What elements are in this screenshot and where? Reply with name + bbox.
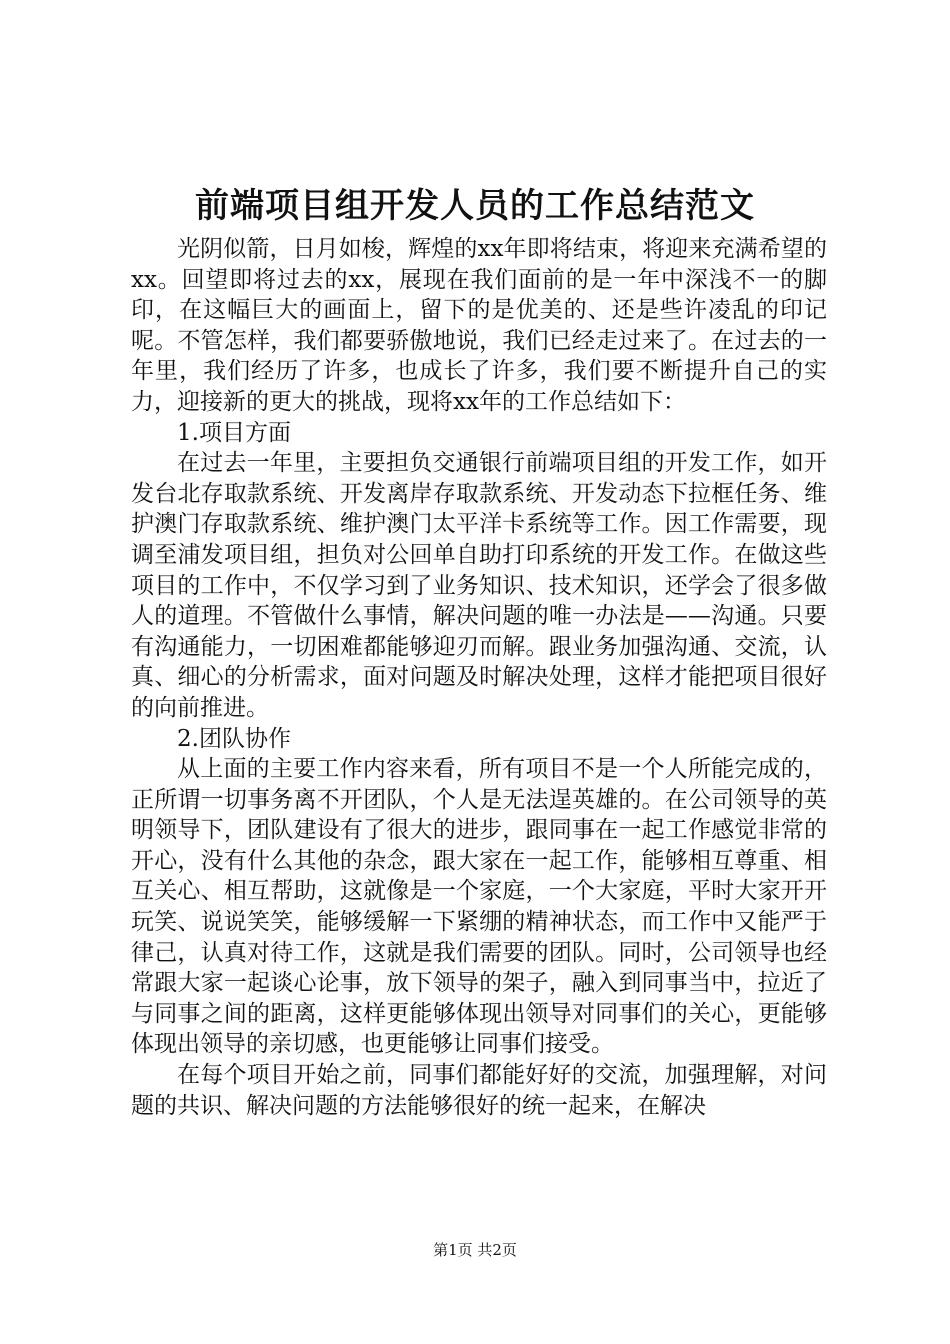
paragraph-intro: 光阴似箭，日月如梭，辉煌的xx年即将结束，将迎来充满希望的xx。回望即将过去的xx，展现在我们面前的是一年中深浅不一的脚印，在这幅巨大的画面上，留下的是优美的、还是些许凌乱的印记呢。不管怎样，我们都要骄傲地说，我们已经走过来了。在过去的一年里，我们经历了许多，也成长了许多，我们要不断提升自己的实力，迎接新的更大的挑战，现将xx年的工作总结如下： xyxy=(131,236,827,415)
page-footer: 第1页 共2页 xyxy=(433,1241,517,1259)
paragraph-projects: 在过去一年里，主要担负交通银行前端项目组的开发工作，如开发台北存取款系统、开发离岸存取款系统、开发动态下拉框任务、维护澳门存取款系统、维护澳门太平洋卡系统等工作。因工作需要，现调至浦发项目组，担负对公回单自助打印系统的开发工作。在做这些项目的工作中，不仅学习到了业务知识、技术知识，还学会了很多做人的道理。不管做什么事情，解决问题的唯一办法是——沟通。只要有沟通能力，一切困难都能够迎刃而解。跟业务加强沟通、交流，认真、细心的分析需求，面对问题及时解决处理，这样才能把项目很好的向前推进。 xyxy=(131,450,827,721)
section-heading-teamwork: 2.团队协作 xyxy=(177,725,291,752)
document-title: 前端项目组开发人员的工作总结范文 xyxy=(195,186,755,226)
document-body xyxy=(131,234,827,1121)
paragraph-teamwork: 从上面的主要工作内容来看，所有项目不是一个人所能完成的，正所谓一切事务离不开团队，个人是无法逞英雄的。在公司领导的英明领导下，团队建设有了很大的进步，跟同事在一起工作感觉非常的开心，没有什么其他的杂念，跟大家在一起工作，能够相互尊重、相互关心、相互帮助，这就像是一个家庭，一个大家庭，平时大家开开玩笑、说说笑笑，能够缓解一下紧绷的精神状态，而工作中又能严于律己，认真对待工作，这就是我们需要的团队。同时，公司领导也经常跟大家一起谈心论事，放下领导的架子，融入到同事当中，拉近了与同事之间的距离，这样更能够体现出领导对同事们的关心，更能够体现出领导的亲切感，也更能够让同事们接受。 xyxy=(131,756,827,1058)
section-heading-projects: 1.项目方面 xyxy=(177,419,291,446)
paragraph-communication: 在每个项目开始之前，同事们都能好好的交流，加强理解，对问题的共识、解决问题的方法能够很好的统一起来，在解决 xyxy=(131,1062,827,1119)
